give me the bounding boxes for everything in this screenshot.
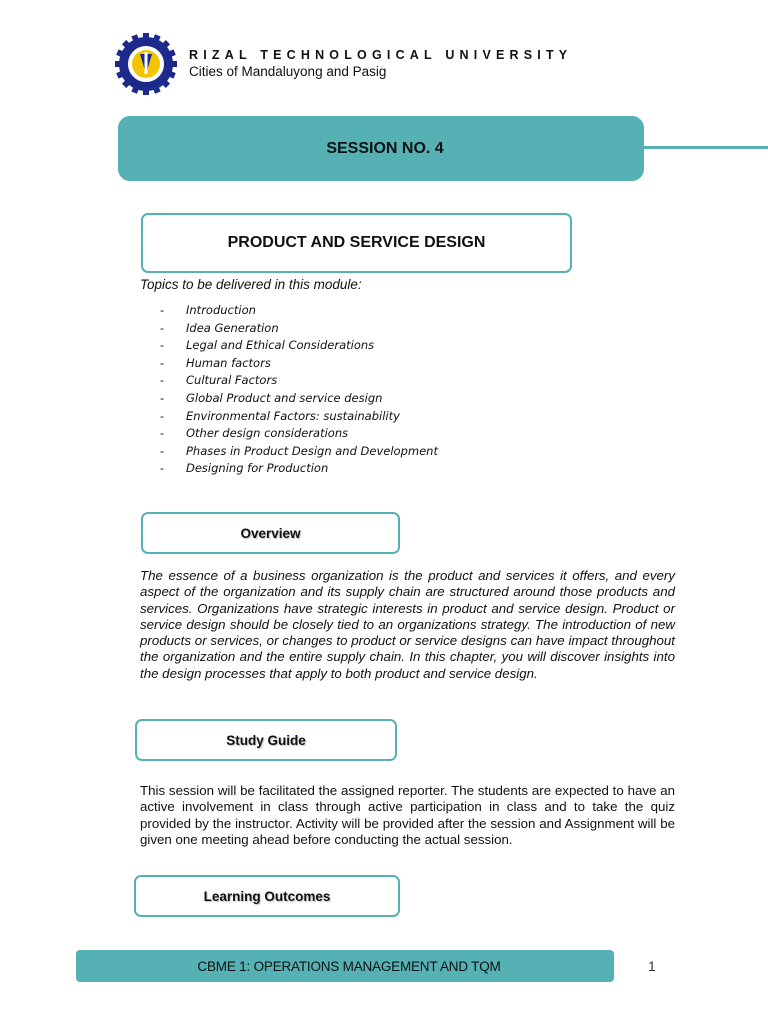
study-guide-heading: Study Guide	[226, 732, 306, 748]
university-seal-icon	[114, 32, 178, 96]
list-item: - Idea Generation	[160, 320, 279, 335]
list-item: - Human factors	[160, 355, 271, 370]
session-banner	[118, 116, 644, 181]
list-item: - Global Product and service design	[160, 390, 383, 405]
university-location: Cities of Mandaluyong and Pasig	[189, 64, 387, 79]
university-name: RIZAL TECHNOLOGICAL UNIVERSITY	[189, 48, 573, 62]
banner-divider-line	[644, 146, 768, 149]
study-guide-paragraph: This session will be facilitated the assigned reporter. The students are expected to have an active involvement in class through active participation in class and to take the quiz provided by the instructor. Activity will be provided after the session and Assignment will be given one meeting ahead before conducting the actual session.	[140, 783, 675, 847]
list-item: - Introduction	[160, 303, 256, 317]
learning-outcomes-heading: Learning Outcomes	[203, 888, 331, 904]
overview-heading-box	[141, 512, 400, 554]
learning-outcomes-heading-box	[134, 875, 400, 917]
footer-bar	[76, 950, 614, 982]
page-number: 1	[648, 958, 656, 974]
list-item: - Other design considerations	[160, 426, 349, 441]
session-title: SESSION NO. 4	[326, 139, 444, 157]
module-title-box	[141, 213, 572, 273]
list-item: - Cultural Factors	[160, 373, 278, 388]
list-item: - Phases in Product Design and Development	[160, 443, 438, 458]
module-title: PRODUCT AND SERVICE DESIGN	[227, 234, 486, 251]
list-item: - Legal and Ethical Considerations	[160, 338, 375, 353]
course-title: CBME 1: OPERATIONS MANAGEMENT AND TQM	[197, 958, 501, 974]
topic-list	[160, 302, 438, 478]
topics-intro: Topics to be delivered in this module:	[140, 277, 362, 292]
study-guide-heading-box	[135, 719, 397, 761]
overview-paragraph: The essence of a business organization is the product and services it offers, and every aspect of the organization and its supply chain are structured around those products and services. Organizations have strategic interests in product and service design. Product or service design should be closely tied to an organizations strategy. The introduction of new products or services, or changes to product or service designs can have impact throughout the organization and the entire supply chain. In this chapter, you will discover insights into the design processes that apply to both product and service design.	[140, 568, 675, 681]
overview-heading: Overview	[240, 525, 301, 541]
list-item: - Designing for Production	[160, 461, 329, 476]
list-item: - Environmental Factors: sustainability	[160, 408, 400, 423]
